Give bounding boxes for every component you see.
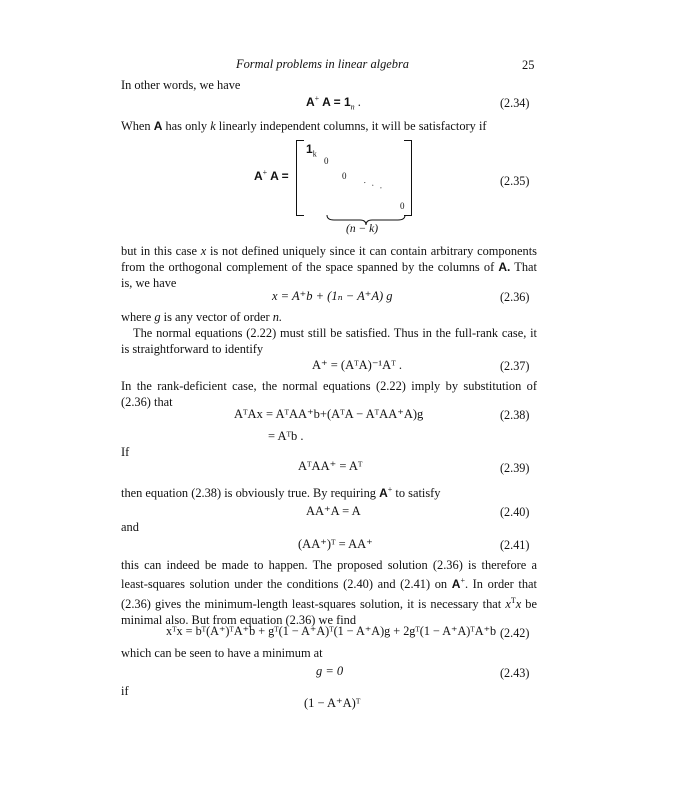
equation-2-38-line1: AᵀAx = AᵀAA⁺b+(AᵀA − AᵀAA⁺A)g [234, 407, 424, 421]
equation-number-2-38: (2.38) [500, 408, 530, 422]
paragraph-minimum: which can be seen to have a minimum at [121, 646, 323, 660]
running-header-title: Formal problems in linear algebra [236, 57, 410, 71]
matrix-left-bracket [296, 140, 304, 216]
equation-number-2-40: (2.40) [500, 505, 530, 519]
equation-2-42: xᵀx = bᵀ(A⁺)ᵀA⁺b + gᵀ(1 − A⁺A)ᵀ(1 − A⁺A)g + 2gᵀ(1 − A⁺A)ᵀA⁺b [166, 624, 497, 638]
paragraph-vector-g: where g is any vector of order n. [121, 310, 283, 324]
equation-2-37: A⁺ = (AᵀA)⁻¹Aᵀ . [312, 358, 402, 372]
equation-2-40: AA⁺A = A [306, 504, 361, 518]
equation-2-36: x = A⁺b + (1ₙ − A⁺A) g [272, 289, 393, 303]
equation-number-2-37: (2.37) [500, 359, 530, 373]
equation-2-41: (AA⁺)ᵀ = AA⁺ [298, 537, 373, 551]
equation-2-43: g = 0 [316, 664, 344, 678]
equation-number-2-36: (2.36) [500, 290, 530, 304]
equation-2-35-lhs: A+ A = [254, 168, 289, 184]
paragraph-if: If [121, 445, 130, 459]
paragraph-not-unique: but in this case x is not defined uniquely since it can contain arbitrary components from the orthogonal complement of the space spanned by the columns of A. That is, we have [121, 244, 537, 291]
matrix-diagonal-dots: . . . [362, 174, 387, 192]
matrix-zero-1: 0 [324, 156, 329, 166]
matrix-right-bracket [404, 140, 412, 216]
paragraph-and: and [121, 520, 139, 534]
equation-number-2-42: (2.42) [500, 626, 530, 640]
equation-2-39: AᵀAA⁺ = Aᵀ [298, 459, 363, 473]
equation-number-2-39: (2.39) [500, 461, 530, 475]
underbrace-label: (n − k) [346, 223, 379, 235]
page-number: 25 [522, 58, 535, 72]
equation-number-2-35: (2.35) [500, 174, 530, 188]
paragraph-rank-condition: When A has only k linearly independent columns, it will be satisfactory if [121, 119, 487, 133]
paragraph-requiring: then equation (2.38) is obviously true. By requiring A+ to satisfy [121, 485, 441, 501]
equation-2-44-partial: (1 − A⁺A)ᵀ [304, 696, 361, 710]
equation-number-2-41: (2.41) [500, 538, 530, 552]
paragraph-normal-equations: The normal equations (2.22) must still be satisfied. Thus in the full-rank case, it is straightforward to identify [121, 326, 537, 357]
equation-2-34: A+ $A = 1_n$ . [306, 94, 361, 112]
matrix-identity-entry: $1_k$ [306, 142, 317, 159]
paragraph-intro: In other words, we have [121, 78, 241, 92]
equation-number-2-34: (2.34) [500, 96, 530, 110]
equation-number-2-43: (2.43) [500, 666, 530, 680]
paragraph-minimum-length: this can indeed be made to happen. The proposed solution (2.36) is therefore a least-squares solution under the conditions (2.40) and (2.41) on A+. In order that (2.36) gives the minimum-length least-squares solution, it is necessary that $x^Tx$ be minimal also. But from equation (2.36) we find [121, 558, 538, 627]
matrix-zero-2: 0 [342, 171, 347, 181]
matrix-zero-3: 0 [400, 201, 405, 211]
equation-2-38-line2: = Aᵀb . [268, 429, 304, 443]
paragraph-if-final: if [121, 684, 129, 698]
paragraph-rank-deficient: In the rank-deficient case, the normal equations (2.22) imply by substitution of (2.36) that [121, 379, 537, 410]
